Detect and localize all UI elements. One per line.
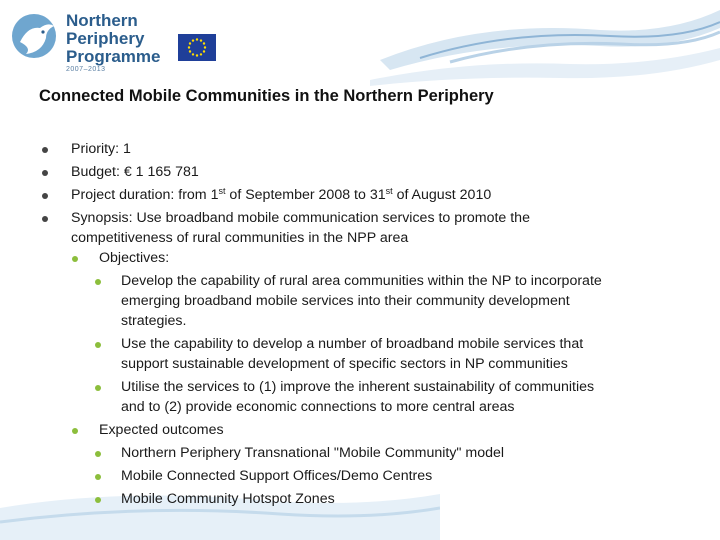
bullet-icon xyxy=(95,279,101,285)
objective2-line1: Use the capability to develop a number of broadband mobile services that xyxy=(121,336,584,352)
logo-line3: Programme xyxy=(66,47,161,66)
objective1-line3: strategies. xyxy=(121,313,187,329)
npp-logo xyxy=(10,8,220,78)
duration-post: of August 2010 xyxy=(392,187,492,203)
slide-title: Connected Mobile Communities in the Northern Periphery xyxy=(39,87,494,105)
duration-text xyxy=(71,187,491,204)
bullet-icon xyxy=(95,497,101,503)
outcomes-label: Expected outcomes xyxy=(99,422,224,438)
synopsis-line2: competitiveness of rural communities in the NPP area xyxy=(71,230,409,246)
synopsis-line1: Synopsis: Use broadband mobile communication services to promote the xyxy=(71,210,530,226)
bird-logo-icon xyxy=(10,8,60,68)
objective2-line2: support sustainable development of specific sectors in NP communities xyxy=(121,356,568,372)
bullet-icon xyxy=(42,147,48,153)
bullet-icon xyxy=(95,474,101,480)
bullet-icon xyxy=(95,385,101,391)
eu-flag-icon xyxy=(178,34,216,61)
objective3-line2: and to (2) provide economic connections to more central areas xyxy=(121,399,515,415)
duration-pre: Project duration: from 1 xyxy=(71,187,219,203)
budget-text: Budget: € 1 165 781 xyxy=(71,164,199,180)
bullet-icon xyxy=(42,216,48,222)
bullet-icon xyxy=(72,256,78,262)
header-wave-decoration xyxy=(220,0,720,90)
logo-line1: Northern xyxy=(66,11,138,30)
logo-years: 2007–2013 xyxy=(66,66,106,73)
objective1-line1: Develop the capability of rural area communities within the NP to incorporate xyxy=(121,273,602,289)
objective1-line2: emerging broadband mobile services into their community development xyxy=(121,293,570,309)
priority-text: Priority: 1 xyxy=(71,141,131,157)
bullet-icon xyxy=(72,428,78,434)
duration-sup1: st xyxy=(218,186,226,196)
logo-wordmark xyxy=(66,12,160,66)
footer-wave-decoration xyxy=(0,478,440,540)
bullet-icon xyxy=(95,451,101,457)
duration-mid: of September 2008 to 31 xyxy=(225,187,386,203)
objective3-line1: Utilise the services to (1) improve the inherent sustainability of communities xyxy=(121,379,595,395)
logo-line2: Periphery xyxy=(66,29,145,48)
bullet-icon xyxy=(42,170,48,176)
bullet-icon xyxy=(95,342,101,348)
outcome1-text: Northern Periphery Transnational "Mobile Community" model xyxy=(121,445,505,461)
outcome3-text: Mobile Community Hotspot Zones xyxy=(121,491,335,507)
outcome2-text: Mobile Connected Support Offices/Demo Centres xyxy=(121,468,433,484)
bullet-icon xyxy=(42,193,48,199)
duration-sup2: st xyxy=(385,186,393,196)
objectives-label: Objectives: xyxy=(99,250,170,266)
